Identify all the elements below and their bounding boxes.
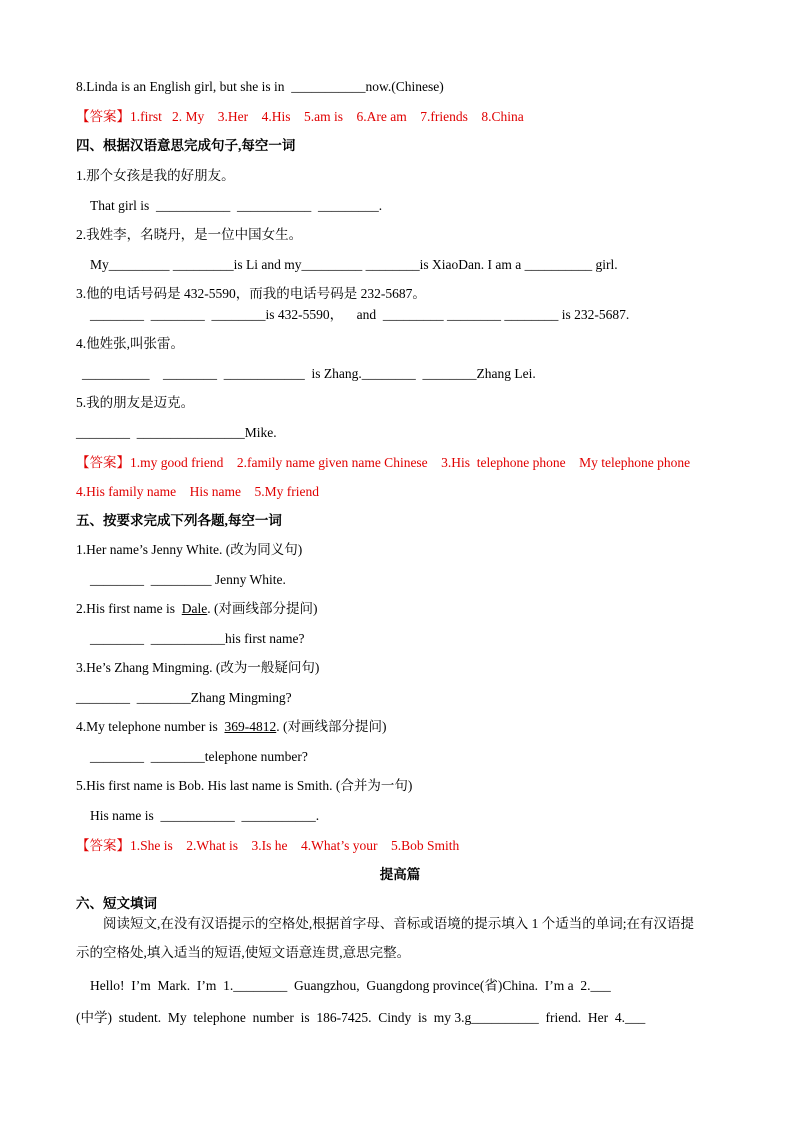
answer-key-2-line-2: 4.His family name His name 5.My friend xyxy=(76,484,319,499)
s5-question-4 xyxy=(76,718,386,736)
s4-question-5: 5.我的朋友是迈克。 xyxy=(76,395,195,410)
passage-line-2: (中学) student. My telephone number is 186-7425. Cindy is my 3.g__________ friend. Her 4.___ xyxy=(76,1010,646,1025)
s5-blank-5: His name is ___________ ___________. xyxy=(90,808,320,823)
answer-key-3: 【答案】1.She is 2.What is 3.Is he 4.What’s your 5.Bob Smith xyxy=(76,838,460,853)
s5-blank-2: ________ ___________his first name? xyxy=(90,631,305,646)
s5-q4-suffix: . (对画线部分提问) xyxy=(276,719,387,734)
s4-question-1: 1.那个女孩是我的好朋友。 xyxy=(76,168,235,183)
advanced-title: 提高篇 xyxy=(379,867,421,882)
question-8: 8.Linda is an English girl, but she is in ___________now.(Chinese) xyxy=(76,79,444,94)
instructions-line-1: 阅读短文,在没有汉语提示的空格处,根据首字母、音标或语境的提示填入 1 个适当的单词;在有汉语提 xyxy=(103,916,694,931)
s5-question-3: 3.He’s Zhang Mingming. (改为一般疑问句) xyxy=(76,660,320,675)
answer-key-2-line-1: 【答案】1.my good friend 2.family name given name Chinese 3.His telephone phone My telephone phone xyxy=(76,455,691,470)
s5-blank-4: ________ ________telephone number? xyxy=(90,749,308,764)
s5-q4-underlined: 369-4812 xyxy=(224,719,277,734)
s4-blank-5: ________ ________________Mike. xyxy=(76,425,277,440)
s4-question-2: 2.我姓李，名晓丹，是一位中国女生。 xyxy=(76,227,303,242)
s5-q2-suffix: . (对画线部分提问) xyxy=(207,601,318,616)
s5-question-5: 5.His first name is Bob. His last name is Smith. (合并为一句) xyxy=(76,778,413,793)
s5-question-1: 1.Her name’s Jenny White. (改为同义句) xyxy=(76,542,303,557)
s5-q4-prefix: 4.My telephone number is xyxy=(76,719,225,734)
section-5-heading: 五、按要求完成下列各题,每空一词 xyxy=(76,513,282,528)
s5-q2-prefix: 2.His first name is xyxy=(76,601,182,616)
passage-line-1: Hello! I’m Mark. I’m 1.________ Guangzhou, Guangdong province(省)China. I’m a 2.___ xyxy=(90,978,611,993)
s4-question-3: 3.他的电话号码是 432-5590，而我的电话号码是 232-5687。 xyxy=(76,286,426,301)
s4-blank-3: ________ ________ ________is 432-5590， and _________ ________ ________ is 232-5687. xyxy=(90,307,630,322)
s5-blank-3: ________ ________Zhang Mingming? xyxy=(76,690,292,705)
s4-blank-2: My_________ _________is Li and my_________ ________is XiaoDan. I am a __________ girl. xyxy=(90,257,618,272)
instructions-line-2: 示的空格处,填入适当的短语,使短文语意连贯,意思完整。 xyxy=(76,945,411,960)
s4-blank-4: __________ ________ ____________ is Zhang.________ ________Zhang Lei. xyxy=(82,366,536,381)
answer-key-1: 【答案】1.first 2. My 3.Her 4.His 5.am is 6.Are am 7.friends 8.China xyxy=(76,109,524,124)
s5-question-2 xyxy=(76,600,317,618)
section-6-heading: 六、短文填词 xyxy=(76,896,157,911)
s5-q2-underlined: Dale xyxy=(181,601,208,616)
s5-blank-1: ________ _________ Jenny White. xyxy=(90,572,286,587)
s4-question-4: 4.他姓张,叫张雷。 xyxy=(76,336,184,351)
section-4-heading: 四、根据汉语意思完成句子,每空一词 xyxy=(76,138,296,153)
s4-blank-1: That girl is ___________ ___________ _________. xyxy=(90,198,383,213)
